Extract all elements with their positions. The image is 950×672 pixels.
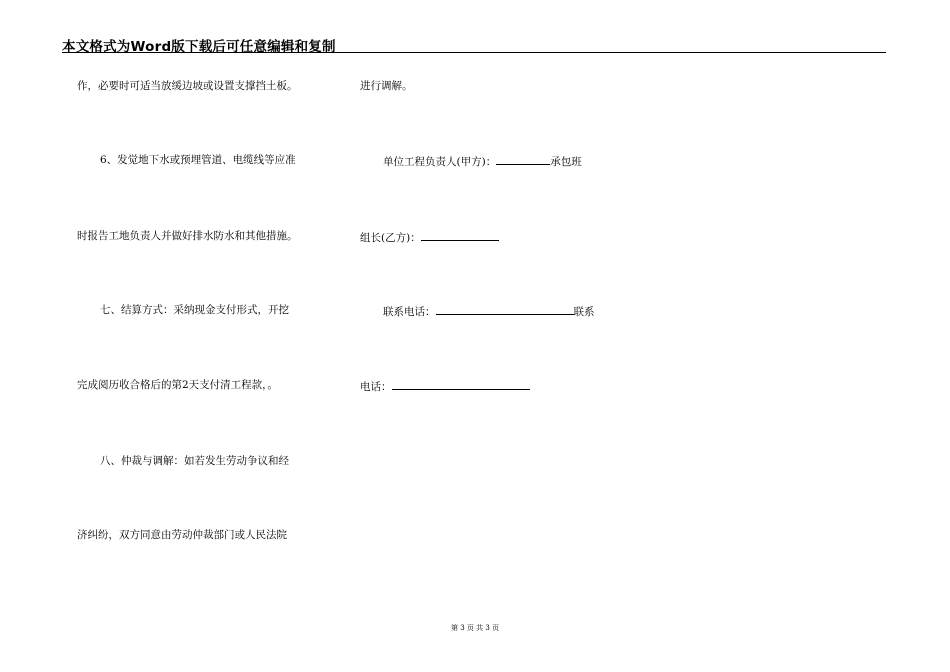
page-footer: 第 3 页 共 3 页: [450, 624, 500, 632]
phone-blank: [392, 378, 530, 390]
left-line-5: 完成阅历收合格后的第2天支付清工程款，。: [77, 379, 278, 391]
left-line-1: 作，必要时可适当放缓边坡或设置支撑挡土板。: [77, 80, 298, 92]
right-line-1: 进行调解。: [360, 80, 413, 92]
right-line-2: [383, 153, 582, 169]
header-divider: [62, 52, 886, 53]
party-b-blank: [421, 229, 499, 241]
right-line-4: [383, 303, 595, 319]
left-line-4: 七、结算方式：采纳现金支付形式，开挖: [100, 304, 289, 316]
left-line-6: 八、仲裁与调解：如若发生劳动争议和经: [100, 455, 289, 467]
contact-label: 联系: [573, 306, 595, 318]
phone-label: 电话：: [360, 381, 392, 393]
left-line-3: 时报告工地负责人并做好排水防水和其他措施。: [77, 230, 298, 242]
contractor-team-label: 承包班: [550, 156, 582, 168]
contact-phone-blank: [436, 303, 574, 315]
party-a-label: 单位工程负责人(甲方)：: [383, 156, 497, 168]
right-line-5: [360, 378, 530, 394]
right-line-3: [360, 229, 499, 245]
party-a-blank: [496, 153, 550, 165]
left-line-7: 济纠纷，双方同意由劳动仲裁部门或人民法院: [77, 529, 287, 541]
left-line-2: 6、发觉地下水或预埋管道、电缆线等应准: [100, 154, 296, 166]
party-b-label: 组长(乙方)：: [360, 232, 421, 244]
contact-phone-label: 联系电话：: [383, 306, 436, 318]
document-header-title: 本文格式为Word版下载后可任意编辑和复制: [62, 39, 336, 55]
